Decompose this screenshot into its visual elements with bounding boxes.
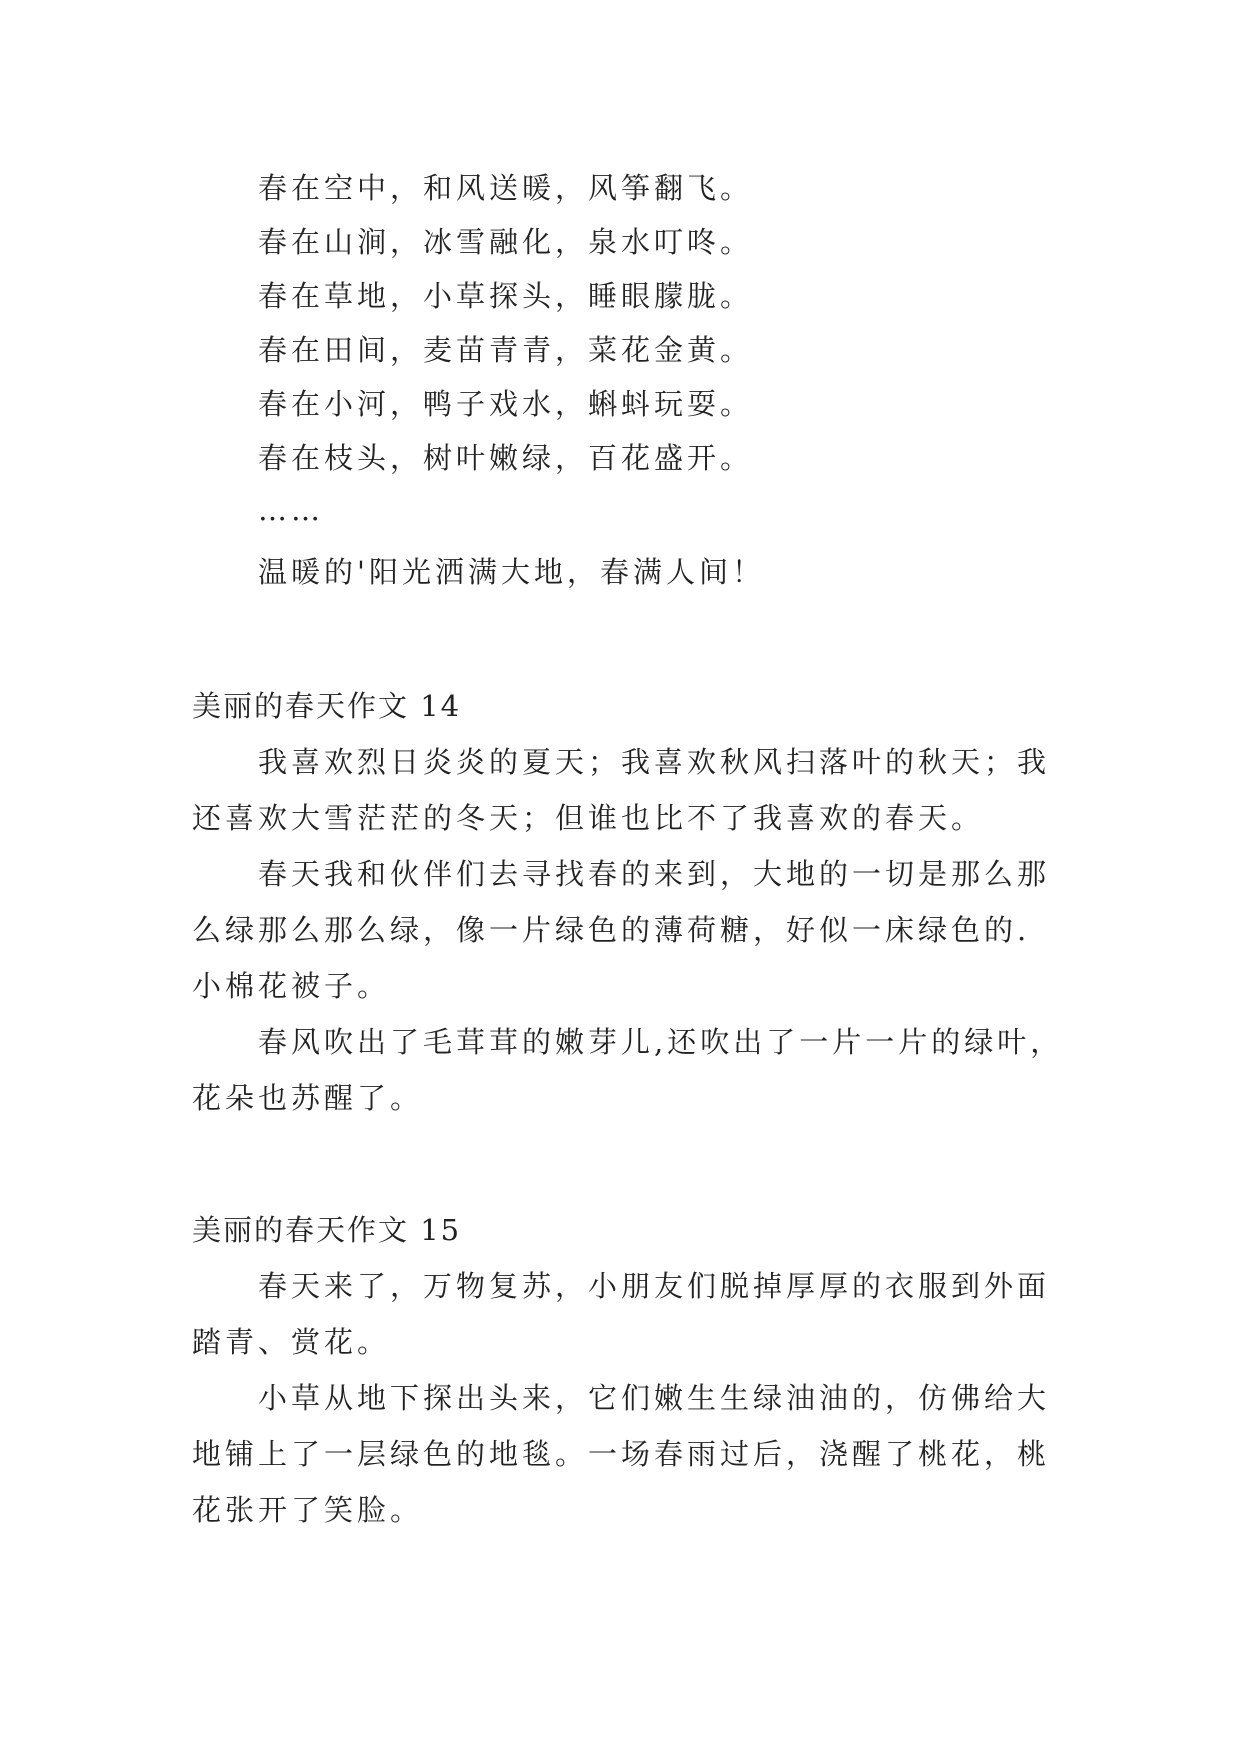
poem-line: 春在空中，和风送暖，风筝翻飞。 bbox=[258, 171, 754, 205]
poem-ellipsis: …… bbox=[258, 493, 324, 527]
essay-15-title: 美丽的春天作文 15 bbox=[192, 1213, 462, 1247]
paragraph-line: 还喜欢大雪茫茫的冬天；但谁也比不了我喜欢的春天。 bbox=[192, 801, 985, 835]
paragraph-line: 我喜欢烈日炎炎的夏天；我喜欢秋风扫落叶的秋天；我 bbox=[258, 745, 1051, 779]
paragraph-line: 春天来了，万物复苏，小朋友们脱掉厚厚的衣服到外面 bbox=[258, 1269, 1051, 1303]
poem-line: 温暖的'阳光洒满大地，春满人间！ bbox=[258, 555, 765, 589]
paragraph-line: 春风吹出了毛茸茸的嫩芽儿,还吹出了一片一片的绿叶， bbox=[258, 1025, 1064, 1059]
paragraph-line: 小草从地下探出头来，它们嫩生生绿油油的，仿佛给大 bbox=[258, 1381, 1051, 1415]
poem-line: 春在草地，小草探头，睡眼朦胧。 bbox=[258, 279, 754, 313]
essay-14-title: 美丽的春天作文 14 bbox=[192, 689, 462, 723]
paragraph-line: 小棉花被子。 bbox=[192, 969, 391, 1003]
paragraph-line: 春天我和伙伴们去寻找春的来到，大地的一切是那么那 bbox=[258, 857, 1051, 891]
poem-line: 春在田间，麦苗青青，菜花金黄。 bbox=[258, 333, 754, 367]
paragraph-line: 么绿那么那么绿，像一片绿色的薄荷糖，好似一床绿色的. bbox=[192, 913, 1031, 947]
paragraph-line: 花朵也苏醒了。 bbox=[192, 1081, 424, 1115]
poem-line: 春在山涧，冰雪融化，泉水叮咚。 bbox=[258, 225, 754, 259]
poem-line: 春在枝头，树叶嫩绿，百花盛开。 bbox=[258, 441, 754, 475]
paragraph-line: 踏青、赏花。 bbox=[192, 1325, 391, 1359]
paragraph-line: 花张开了笑脸。 bbox=[192, 1493, 424, 1527]
poem-line: 春在小河，鸭子戏水，蝌蚪玩耍。 bbox=[258, 387, 754, 421]
paragraph-line: 地铺上了一层绿色的地毯。一场春雨过后，浇醒了桃花，桃 bbox=[192, 1437, 1051, 1471]
